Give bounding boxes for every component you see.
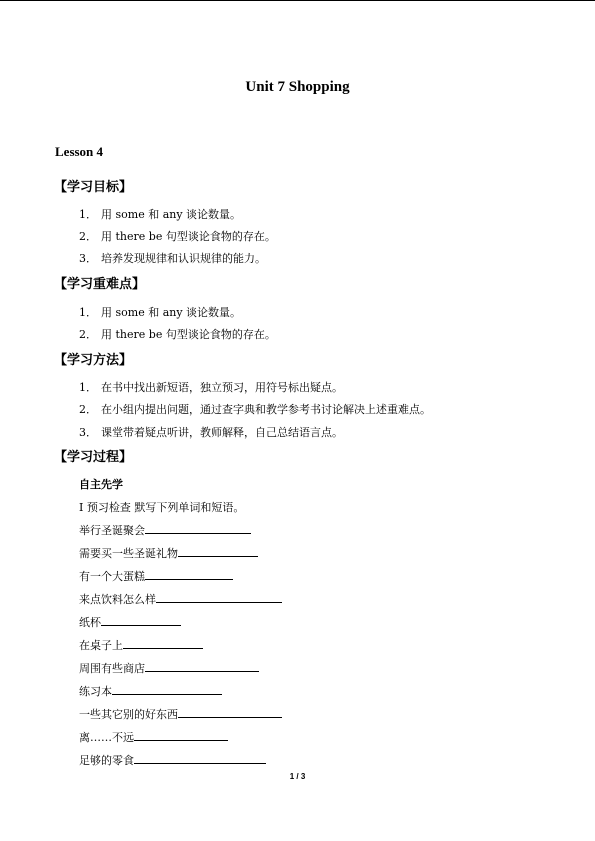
answer-blank[interactable] (134, 752, 266, 764)
top-border-line (0, 0, 595, 1)
key-point-item-2: 2． 用 there be 句型谈论食物的存在。 (79, 328, 276, 341)
section-heading-goals: 【学习目标】 (54, 180, 133, 195)
phrase-row: 练习本 (79, 683, 222, 699)
answer-blank[interactable] (101, 614, 181, 626)
method-item-3: 3． 课堂带着疑点听讲，教师解释，自己总结语言点。 (79, 426, 343, 439)
page-title: Unit 7 Shopping (245, 79, 350, 95)
answer-blank[interactable] (156, 591, 282, 603)
goal-item-1: 1． 用 some 和 any 谈论数量。 (79, 208, 242, 221)
task-instruction: Ⅰ 预习检查 默写下列单词和短语。 (79, 501, 245, 514)
phrase-row: 纸杯 (79, 614, 181, 630)
section-heading-key-points: 【学习重难点】 (54, 277, 146, 292)
phrase-row: 周围有些商店 (79, 660, 259, 676)
section-heading-process: 【学习过程】 (54, 450, 133, 465)
phrase-row: 足够的零食 (79, 752, 266, 768)
key-point-item-1: 1． 用 some 和 any 谈论数量。 (79, 306, 242, 319)
phrase-row: 举行圣诞聚会 (79, 522, 251, 538)
phrase-row: 离……不远 (79, 729, 228, 745)
page-number: 1 / 3 (289, 772, 306, 781)
method-item-2: 2． 在小组内提出问题，通过查字典和教学参考书讨论解决上述重难点。 (79, 403, 431, 416)
answer-blank[interactable] (145, 660, 259, 672)
phrase-row: 有一个大蛋糕 (79, 568, 233, 584)
answer-blank[interactable] (145, 522, 251, 534)
method-item-1: 1． 在书中找出新短语，独立预习，用符号标出疑点。 (79, 381, 343, 394)
phrase-row: 一些其它别的好东西 (79, 706, 282, 722)
phrase-row: 在桌子上 (79, 637, 203, 653)
answer-blank[interactable] (112, 683, 222, 695)
subheading-self-study: 自主先学 (79, 478, 123, 491)
answer-blank[interactable] (178, 706, 282, 718)
lesson-label: Lesson 4 (55, 144, 104, 159)
phrase-row: 来点饮料怎么样 (79, 591, 282, 607)
answer-blank[interactable] (134, 729, 228, 741)
answer-blank[interactable] (145, 568, 233, 580)
goal-item-2: 2． 用 there be 句型谈论食物的存在。 (79, 230, 276, 243)
answer-blank[interactable] (123, 637, 203, 649)
answer-blank[interactable] (178, 545, 258, 557)
phrase-row: 需要买一些圣诞礼物 (79, 545, 258, 561)
goal-item-3: 3． 培养发现规律和认识规律的能力。 (79, 252, 266, 265)
section-heading-methods: 【学习方法】 (54, 353, 133, 368)
